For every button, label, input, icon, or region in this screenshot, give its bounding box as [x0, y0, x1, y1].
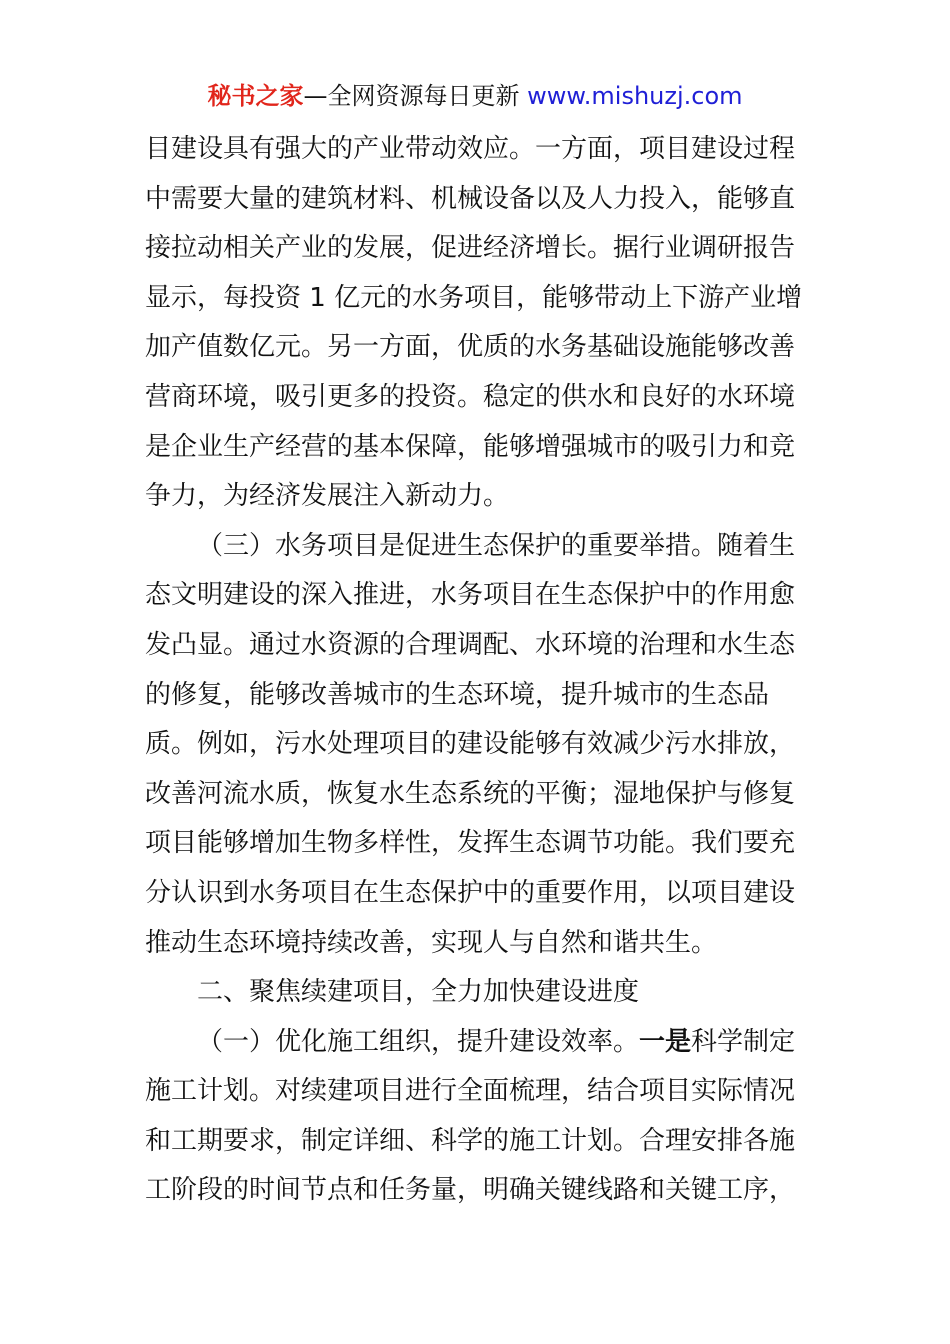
text-line: 态文明建设的深入推进，水务项目在生态保护中的作用愈: [145, 580, 796, 611]
text-line: 目建设具有强大的产业带动效应。一方面，项目建设过程: [145, 134, 796, 164]
site-header: [0, 80, 950, 112]
section-heading: 二、聚焦续建项目，全力加快建设进度: [197, 977, 640, 1008]
paragraph-heading-3: （三）水务项目是促进生态保护的重要举措。随着生: [197, 530, 796, 561]
text-line: 是企业生产经营的基本保障，能够增强城市的吸引力和竞: [145, 431, 796, 462]
document-body: [145, 125, 809, 1216]
text-line: 接拉动相关产业的发展，促进经济增长。据行业调研报告: [145, 233, 796, 264]
text-line: 施工计划。对续建项目进行全面梳理，结合项目实际情况: [145, 1076, 796, 1107]
text-line: 的修复，能够改善城市的生态环境，提升城市的生态品: [145, 679, 770, 710]
paragraph-heading-1: [145, 1018, 809, 1068]
text-line: 争力，为经济发展注入新动力。: [145, 481, 510, 512]
site-brand: 秘书之家: [207, 82, 304, 110]
text-line: 和工期要求，制定详细、科学的施工计划。合理安排各施: [145, 1125, 796, 1156]
text-line: 加产值数亿元。另一方面，优质的水务基础设施能够改善: [145, 332, 796, 363]
lead-continuation: 科学制定: [691, 1026, 796, 1057]
site-tagline: —全网资源每日更新: [303, 82, 528, 110]
text-line: 工阶段的时间节点和任务量，明确关键线路和关键工序，: [145, 1175, 796, 1206]
text-line: 营商环境，吸引更多的投资。稳定的供水和良好的水环境: [145, 381, 796, 412]
bold-lead: 一是: [639, 1026, 692, 1057]
text-line: 质。例如，污水处理项目的建设能够有效减少污水排放，: [145, 729, 796, 760]
text-line: 中需要大量的建筑材料、机械设备以及人力投入，能够直: [145, 183, 796, 214]
text-line: 改善河流水质，恢复水生态系统的平衡；湿地保护与修复: [145, 778, 796, 809]
text-line: 项目能够增加生物多样性，发挥生态调节功能。我们要充: [145, 828, 796, 859]
text-line: 发凸显。通过水资源的合理调配、水环境的治理和水生态: [145, 629, 796, 660]
subheading-text: （一）优化施工组织，提升建设效率。: [197, 1026, 640, 1057]
text-line: 推动生态环境持续改善，实现人与自然和谐共生。: [145, 927, 718, 958]
text-line: 分认识到水务项目在生态保护中的重要作用，以项目建设: [145, 877, 796, 908]
site-url-link[interactable]: www.mishuzj.com: [527, 82, 743, 110]
text-line: 显示，每投资 1 亿元的水务项目，能够带动上下游产业增: [145, 282, 803, 313]
